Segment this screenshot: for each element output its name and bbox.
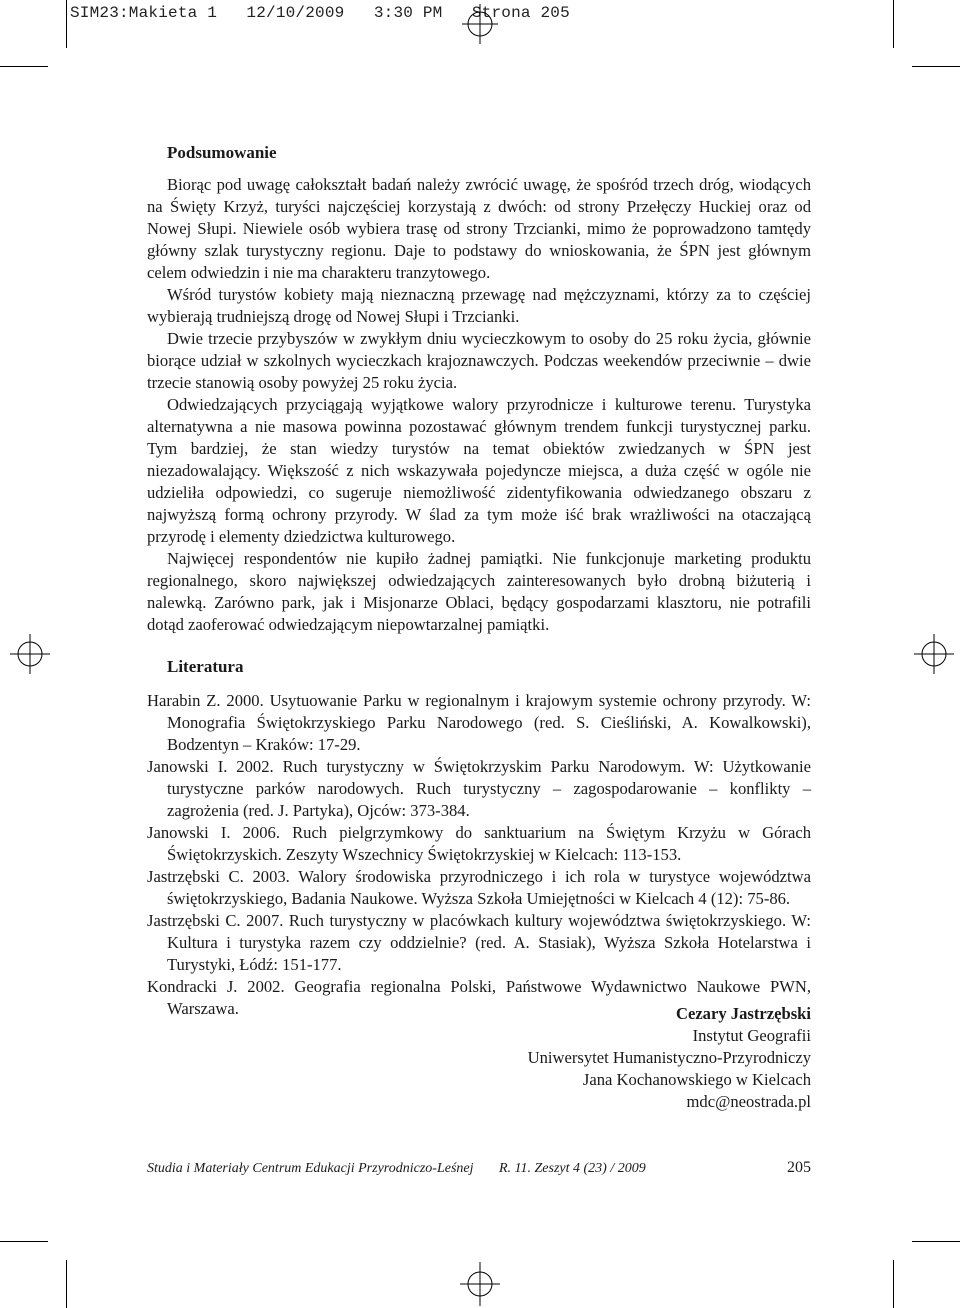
reference-item: Jastrzębski C. 2007. Ruch turystyczny w placówkach kultury województwa świętokrzyskiego. W: Kultura i turystyka razem czy oddzielnie? (red. A. Stasiak), Wyższa Szkoła Hotelarstwa i Turystyki, Łódź: 151-177.: [147, 911, 811, 974]
crop-mark-bottom-left-vertical: [66, 1260, 67, 1308]
summary-paragraph: Odwiedzających przyciągają wyjątkowe walory przyrodnicze i kulturowe terenu. Turystyka alternatywna a nie masowa powinna pozostawać głównym trendem funkcji turystycznej parku. Tym bardziej, że stan wiedzy turystów na temat obiektów zwiedzanych w ŚPN jest niezadowalający. Większość z nich wskazywała pojedyncze miejsca, a duża część w ogóle nie udzieliła odpowiedzi, co sugeruje niemożliwość zidentyfikowania odwiedzanego obszaru z najwyższą formą ochrony przyrody. W ślad za tym może iść brak wrażliwości na otaczającą przyrodę i elementy dziedzictwa kulturowego.: [147, 395, 811, 546]
registration-mark-right: [914, 634, 954, 674]
crop-mark-top-right-vertical: [893, 0, 894, 48]
journal-title: Studia i Materiały Centrum Edukacji Przyrodniczo-Leśnej: [147, 1161, 474, 1176]
crop-mark-bottom-left-horizontal: [0, 1241, 48, 1242]
registration-mark-left: [10, 634, 50, 674]
author-name: Cezary Jastrzębski: [675, 1004, 811, 1023]
summary-paragraph: Dwie trzecie przybyszów w zwykłym dniu wycieczkowym to osoby do 25 roku życia, głównie biorące udział w szkolnych wycieczkach krajoznawczych. Podczas weekendów przeciwnie – dwie trzecie stanowią osoby powyżej 25 roku życia.: [147, 329, 811, 392]
summary-paragraph: Najwięcej respondentów nie kupiło żadnej pamiątki. Nie funkcjonuje marketing produktu regionalnego, skoro największej odwiedzających zainteresowanych było drobną biżuterią i nalewką. Zarówno park, jak i Misjonarze Oblaci, będący gospodarzami klasztoru, nie potrafili dotąd zaoferować odwiedzającym niepowtarzalnej pamiątki.: [147, 549, 811, 634]
author-affiliation: Uniwersytet Humanistyczno-Przyrodniczy: [527, 1048, 811, 1067]
registration-mark-top: [462, 4, 498, 44]
reference-item: Kondracki J. 2002. Geografia regionalna Polski, Państwowe Wydawnictwo Naukowe PWN, Warszawa.: [147, 977, 811, 1018]
registration-mark-bottom: [460, 1262, 500, 1306]
author-affiliation: Instytut Geografii: [692, 1026, 811, 1045]
summary-paragraph: Wśród turystów kobiety mają nieznaczną przewagę nad mężczyznami, którzy za to częściej wybierają trudniejszą drogę od Nowej Słupi i Trzcianki.: [147, 285, 811, 326]
crop-mark-top-right-horizontal: [912, 66, 960, 67]
crop-mark-top-left-horizontal: [0, 66, 48, 67]
author-signature: [528, 1003, 811, 1113]
summary-heading: Podsumowanie: [167, 143, 277, 162]
crop-mark-bottom-right-horizontal: [912, 1241, 960, 1242]
journal-issue: R. 11. Zeszyt 4 (23) / 2009: [499, 1161, 646, 1176]
page-number: 205: [787, 1159, 811, 1176]
article-body: [147, 142, 811, 1020]
author-affiliation: Jana Kochanowskiego w Kielcach: [582, 1070, 811, 1089]
crop-mark-top-left-vertical: [66, 0, 67, 48]
summary-paragraph: Biorąc pod uwagę całokształt badań należy zwrócić uwagę, że spośród trzech dróg, wiodących na Święty Krzyż, turyści najczęściej korzystają z dwóch: od strony Przełęczy Huckiej oraz od Nowej Słupi. Niewiele osób wybiera trasę od strony Trzcianki, mimo że poprowadzono tamtędy główny szlak turystyczny regionu. Daje to podstawy do wnioskowania, że ŚPN jest głównym celem odwiedzin i nie ma charakteru tranzytowego.: [147, 175, 811, 282]
reference-item: Jastrzębski C. 2003. Walory środowiska przyrodniczego i ich rola w turystyce województwa świętokrzyskiego, Badania Naukowe. Wyższa Szkoła Umiejętności w Kielcach 4 (12): 75-86.: [147, 867, 811, 908]
reference-item: Harabin Z. 2000. Usytuowanie Parku w regionalnym i krajowym systemie ochrony przyrody. W: Monografia Świętokrzyskiego Parku Narodowego (red. S. Cieśliński, A. Kowalkowski), Bodzentyn – Kraków: 17-29.: [147, 691, 811, 754]
reference-list: [147, 690, 811, 1020]
page-footer: [147, 1159, 811, 1183]
printer-slug: SIM23:Makieta 1 12/10/2009 3:30 PM Strona 205: [70, 4, 570, 22]
reference-item: Janowski I. 2006. Ruch pielgrzymkowy do sanktuarium na Świętym Krzyżu w Górach Świętokrzyskich. Zeszyty Wszechnicy Świętokrzyskiej w Kielcach: 113-153.: [147, 823, 811, 864]
author-email: mdc@neostrada.pl: [686, 1092, 811, 1111]
crop-mark-bottom-right-vertical: [893, 1260, 894, 1308]
reference-item: Janowski I. 2002. Ruch turystyczny w Świętokrzyskim Parku Narodowym. W: Użytkowanie turystyczne parków narodowych. Ruch turystyczny – zagospodarowanie – konflikty – zagrożenia (red. J. Partyka), Ojców: 373-384.: [147, 757, 811, 820]
literature-heading: Literatura: [167, 657, 244, 676]
